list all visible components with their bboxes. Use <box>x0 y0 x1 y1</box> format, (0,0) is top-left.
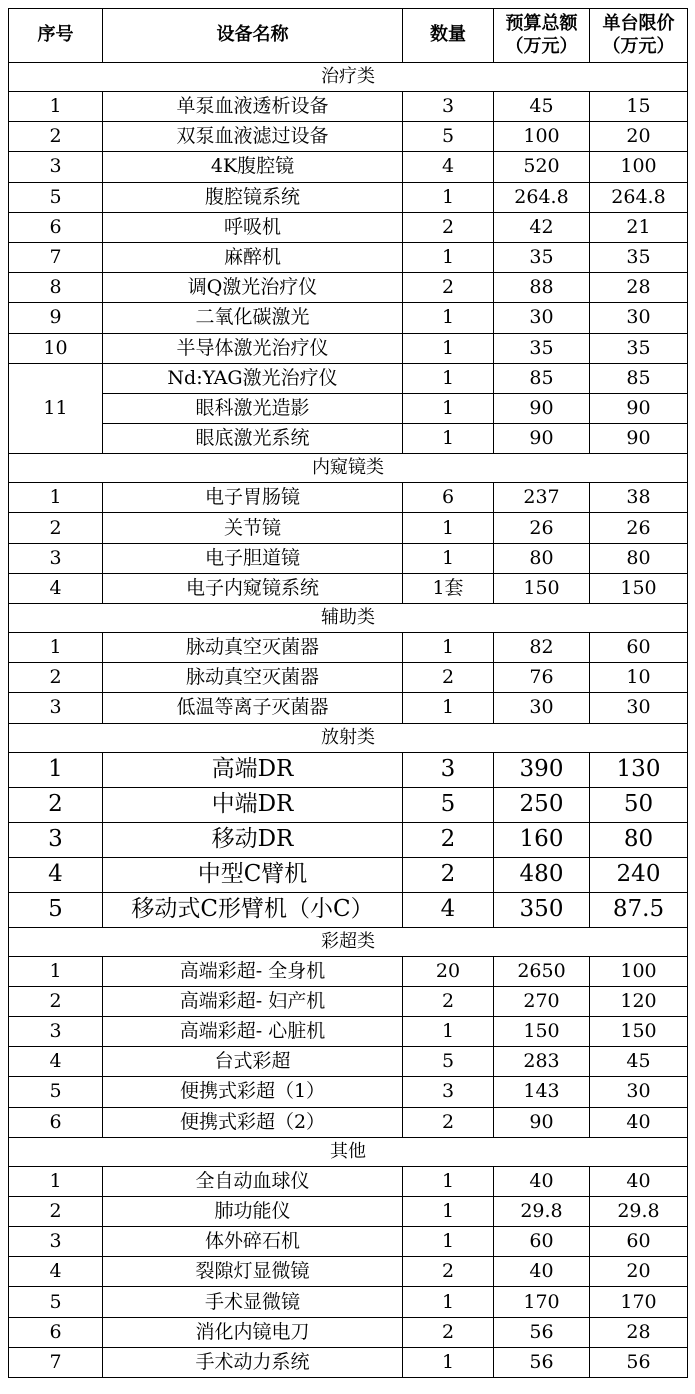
table-body <box>9 63 688 1378</box>
cell-index: 4 <box>9 1257 103 1287</box>
cell-index: 3 <box>9 1227 103 1257</box>
table-row <box>9 212 688 242</box>
table-row <box>9 822 688 857</box>
cell-qty: 1 <box>403 424 494 454</box>
cell-index: 1 <box>9 92 103 122</box>
cell-unit-limit: 40 <box>590 1166 688 1196</box>
cell-qty: 2 <box>403 986 494 1016</box>
cell-budget: 170 <box>494 1287 590 1317</box>
cell-qty: 1 <box>403 1166 494 1196</box>
cell-name: 脉动真空灭菌器 <box>103 663 403 693</box>
cell-name: 眼科激光造影 <box>103 393 403 423</box>
section-header-row <box>9 454 688 483</box>
cell-unit-limit: 30 <box>590 303 688 333</box>
table-row <box>9 1047 688 1077</box>
section-title: 内窥镜类 <box>9 454 688 483</box>
cell-index: 3 <box>9 543 103 573</box>
cell-unit-limit: 38 <box>590 483 688 513</box>
cell-name: 电子内窥镜系统 <box>103 573 403 603</box>
cell-budget: 45 <box>494 92 590 122</box>
table-row <box>9 986 688 1016</box>
cell-index: 5 <box>9 1077 103 1107</box>
cell-index: 4 <box>9 573 103 603</box>
header-index: 序号 <box>9 9 103 63</box>
cell-index: 11 <box>9 363 103 454</box>
header-budget: 预算总额（万元） <box>494 9 590 63</box>
section-header-row <box>9 63 688 92</box>
cell-unit-limit: 100 <box>590 956 688 986</box>
cell-budget: 42 <box>494 212 590 242</box>
cell-name: 半导体激光治疗仪 <box>103 333 403 363</box>
cell-budget: 40 <box>494 1257 590 1287</box>
cell-name: 关节镜 <box>103 513 403 543</box>
cell-unit-limit: 80 <box>590 543 688 573</box>
table-row <box>9 892 688 927</box>
cell-budget: 85 <box>494 363 590 393</box>
cell-qty: 2 <box>403 1107 494 1137</box>
cell-qty: 2 <box>403 1317 494 1347</box>
cell-name: 体外碎石机 <box>103 1227 403 1257</box>
cell-name: 双泵血液滤过设备 <box>103 122 403 152</box>
cell-unit-limit: 30 <box>590 693 688 723</box>
cell-budget: 350 <box>494 892 590 927</box>
cell-budget: 150 <box>494 1016 590 1046</box>
header-qty: 数量 <box>403 9 494 63</box>
cell-index: 2 <box>9 986 103 1016</box>
cell-index: 1 <box>9 956 103 986</box>
cell-name: 单泵血液透析设备 <box>103 92 403 122</box>
table-row <box>9 752 688 787</box>
table-row <box>9 1077 688 1107</box>
cell-name: 麻醉机 <box>103 242 403 272</box>
cell-index: 10 <box>9 333 103 363</box>
cell-budget: 520 <box>494 152 590 182</box>
cell-qty: 4 <box>403 152 494 182</box>
cell-unit-limit: 20 <box>590 1257 688 1287</box>
table-row <box>9 573 688 603</box>
cell-budget: 76 <box>494 663 590 693</box>
cell-unit-limit: 28 <box>590 273 688 303</box>
cell-name: 手术动力系统 <box>103 1347 403 1377</box>
cell-budget: 29.8 <box>494 1196 590 1226</box>
cell-qty: 20 <box>403 956 494 986</box>
cell-index: 2 <box>9 513 103 543</box>
cell-name: 台式彩超 <box>103 1047 403 1077</box>
cell-qty: 1 <box>403 1196 494 1226</box>
cell-unit-limit: 10 <box>590 663 688 693</box>
cell-unit-limit: 264.8 <box>590 182 688 212</box>
cell-unit-limit: 50 <box>590 787 688 822</box>
table-row <box>9 1107 688 1137</box>
cell-name: 高端彩超- 妇产机 <box>103 986 403 1016</box>
section-header-row <box>9 723 688 752</box>
cell-budget: 264.8 <box>494 182 590 212</box>
table-row <box>9 513 688 543</box>
cell-name: 裂隙灯显微镜 <box>103 1257 403 1287</box>
table-row <box>9 363 688 393</box>
cell-index: 1 <box>9 752 103 787</box>
cell-qty: 6 <box>403 483 494 513</box>
cell-index: 1 <box>9 1166 103 1196</box>
cell-qty: 1 <box>403 182 494 212</box>
cell-name: 二氧化碳激光 <box>103 303 403 333</box>
cell-qty: 1 <box>403 1347 494 1377</box>
cell-name: 全自动血球仪 <box>103 1166 403 1196</box>
cell-qty: 2 <box>403 212 494 242</box>
table-row <box>9 303 688 333</box>
cell-budget: 35 <box>494 242 590 272</box>
section-title: 其他 <box>9 1137 688 1166</box>
cell-budget: 35 <box>494 333 590 363</box>
cell-unit-limit: 29.8 <box>590 1196 688 1226</box>
cell-unit-limit: 45 <box>590 1047 688 1077</box>
cell-qty: 1 <box>403 1016 494 1046</box>
cell-index: 6 <box>9 1317 103 1347</box>
table-row <box>9 393 688 423</box>
table-row <box>9 1317 688 1347</box>
cell-qty: 3 <box>403 752 494 787</box>
table-row <box>9 693 688 723</box>
section-title: 治疗类 <box>9 63 688 92</box>
cell-unit-limit: 26 <box>590 513 688 543</box>
cell-qty: 5 <box>403 122 494 152</box>
cell-index: 5 <box>9 1287 103 1317</box>
cell-budget: 390 <box>494 752 590 787</box>
cell-name: 腹腔镜系统 <box>103 182 403 212</box>
table-row <box>9 1227 688 1257</box>
cell-name: 低温等离子灭菌器 <box>103 693 403 723</box>
cell-name: 脉动真空灭菌器 <box>103 633 403 663</box>
table-row <box>9 242 688 272</box>
cell-qty: 1 <box>403 363 494 393</box>
section-title: 彩超类 <box>9 927 688 956</box>
cell-qty: 2 <box>403 273 494 303</box>
table-row <box>9 1196 688 1226</box>
table-row <box>9 543 688 573</box>
cell-budget: 270 <box>494 986 590 1016</box>
cell-index: 2 <box>9 663 103 693</box>
cell-qty: 1 <box>403 333 494 363</box>
cell-index: 2 <box>9 787 103 822</box>
cell-budget: 80 <box>494 543 590 573</box>
cell-unit-limit: 90 <box>590 424 688 454</box>
table-row <box>9 1016 688 1046</box>
cell-unit-limit: 150 <box>590 1016 688 1046</box>
cell-name: 高端DR <box>103 752 403 787</box>
section-title: 辅助类 <box>9 604 688 633</box>
cell-qty: 1 <box>403 1227 494 1257</box>
cell-budget: 160 <box>494 822 590 857</box>
cell-name: 高端彩超- 心脏机 <box>103 1016 403 1046</box>
section-title: 放射类 <box>9 723 688 752</box>
cell-budget: 150 <box>494 573 590 603</box>
cell-name: 高端彩超- 全身机 <box>103 956 403 986</box>
cell-index: 8 <box>9 273 103 303</box>
cell-budget: 30 <box>494 693 590 723</box>
cell-budget: 30 <box>494 303 590 333</box>
cell-unit-limit: 35 <box>590 333 688 363</box>
cell-qty: 1 <box>403 633 494 663</box>
cell-budget: 40 <box>494 1166 590 1196</box>
cell-index: 6 <box>9 212 103 242</box>
cell-name: 消化内镜电刀 <box>103 1317 403 1347</box>
cell-index: 1 <box>9 483 103 513</box>
cell-qty: 1 <box>403 393 494 423</box>
section-header-row <box>9 927 688 956</box>
cell-budget: 480 <box>494 857 590 892</box>
header-name: 设备名称 <box>103 9 403 63</box>
cell-name: Nd:YAG激光治疗仪 <box>103 363 403 393</box>
cell-budget: 88 <box>494 273 590 303</box>
table-row <box>9 1257 688 1287</box>
table-row <box>9 483 688 513</box>
cell-name: 中端DR <box>103 787 403 822</box>
cell-unit-limit: 170 <box>590 1287 688 1317</box>
cell-index: 3 <box>9 822 103 857</box>
table-row <box>9 182 688 212</box>
cell-name: 移动DR <box>103 822 403 857</box>
cell-qty: 3 <box>403 92 494 122</box>
header-unit-limit: 单台限价（万元） <box>590 9 688 63</box>
table-row <box>9 1166 688 1196</box>
cell-budget: 2650 <box>494 956 590 986</box>
cell-budget: 250 <box>494 787 590 822</box>
cell-unit-limit: 85 <box>590 363 688 393</box>
table-row <box>9 122 688 152</box>
cell-qty: 1 <box>403 242 494 272</box>
cell-unit-limit: 80 <box>590 822 688 857</box>
header-row <box>9 9 688 63</box>
cell-qty: 2 <box>403 822 494 857</box>
cell-index: 3 <box>9 693 103 723</box>
equipment-budget-table <box>8 8 688 1378</box>
table-row <box>9 857 688 892</box>
cell-index: 7 <box>9 1347 103 1377</box>
cell-budget: 90 <box>494 424 590 454</box>
table-row <box>9 333 688 363</box>
cell-budget: 90 <box>494 1107 590 1137</box>
cell-name: 电子胆道镜 <box>103 543 403 573</box>
cell-index: 3 <box>9 152 103 182</box>
table-row <box>9 1287 688 1317</box>
cell-qty: 5 <box>403 787 494 822</box>
cell-name: 肺功能仪 <box>103 1196 403 1226</box>
cell-qty: 2 <box>403 1257 494 1287</box>
cell-budget: 60 <box>494 1227 590 1257</box>
table-row <box>9 787 688 822</box>
cell-unit-limit: 90 <box>590 393 688 423</box>
cell-index: 5 <box>9 182 103 212</box>
cell-qty: 4 <box>403 892 494 927</box>
cell-unit-limit: 21 <box>590 212 688 242</box>
cell-qty: 2 <box>403 857 494 892</box>
cell-index: 2 <box>9 1196 103 1226</box>
cell-index: 7 <box>9 242 103 272</box>
cell-index: 4 <box>9 1047 103 1077</box>
table-row <box>9 152 688 182</box>
cell-unit-limit: 60 <box>590 633 688 663</box>
cell-name: 便携式彩超（1） <box>103 1077 403 1107</box>
cell-index: 2 <box>9 122 103 152</box>
cell-name: 电子胃肠镜 <box>103 483 403 513</box>
cell-qty: 2 <box>403 663 494 693</box>
cell-budget: 90 <box>494 393 590 423</box>
cell-name: 移动式C形臂机（小C） <box>103 892 403 927</box>
table-row <box>9 956 688 986</box>
table-row <box>9 424 688 454</box>
cell-qty: 1 <box>403 693 494 723</box>
cell-unit-limit: 20 <box>590 122 688 152</box>
cell-unit-limit: 100 <box>590 152 688 182</box>
cell-qty: 5 <box>403 1047 494 1077</box>
cell-name: 眼底激光系统 <box>103 424 403 454</box>
cell-qty: 1 <box>403 303 494 333</box>
cell-unit-limit: 28 <box>590 1317 688 1347</box>
cell-budget: 82 <box>494 633 590 663</box>
cell-unit-limit: 87.5 <box>590 892 688 927</box>
cell-qty: 1 <box>403 513 494 543</box>
cell-qty: 1 <box>403 1287 494 1317</box>
cell-index: 3 <box>9 1016 103 1046</box>
cell-budget: 237 <box>494 483 590 513</box>
table-row <box>9 633 688 663</box>
cell-unit-limit: 15 <box>590 92 688 122</box>
cell-budget: 56 <box>494 1347 590 1377</box>
cell-budget: 56 <box>494 1317 590 1347</box>
cell-qty: 3 <box>403 1077 494 1107</box>
table-row <box>9 273 688 303</box>
cell-name: 调Q激光治疗仪 <box>103 273 403 303</box>
cell-qty: 1 <box>403 543 494 573</box>
table-row <box>9 1347 688 1377</box>
cell-unit-limit: 130 <box>590 752 688 787</box>
cell-name: 中型C臂机 <box>103 857 403 892</box>
table-row <box>9 663 688 693</box>
cell-name: 手术显微镜 <box>103 1287 403 1317</box>
cell-budget: 100 <box>494 122 590 152</box>
cell-index: 1 <box>9 633 103 663</box>
cell-unit-limit: 35 <box>590 242 688 272</box>
cell-unit-limit: 60 <box>590 1227 688 1257</box>
cell-unit-limit: 30 <box>590 1077 688 1107</box>
cell-budget: 143 <box>494 1077 590 1107</box>
cell-budget: 283 <box>494 1047 590 1077</box>
cell-unit-limit: 150 <box>590 573 688 603</box>
cell-index: 4 <box>9 857 103 892</box>
table-row <box>9 92 688 122</box>
cell-index: 6 <box>9 1107 103 1137</box>
cell-unit-limit: 56 <box>590 1347 688 1377</box>
cell-index: 5 <box>9 892 103 927</box>
section-header-row <box>9 1137 688 1166</box>
cell-qty: 1套 <box>403 573 494 603</box>
cell-index: 9 <box>9 303 103 333</box>
cell-name: 呼吸机 <box>103 212 403 242</box>
cell-unit-limit: 40 <box>590 1107 688 1137</box>
cell-name: 便携式彩超（2） <box>103 1107 403 1137</box>
section-header-row <box>9 604 688 633</box>
cell-unit-limit: 120 <box>590 986 688 1016</box>
cell-budget: 26 <box>494 513 590 543</box>
cell-unit-limit: 240 <box>590 857 688 892</box>
cell-name: 4K腹腔镜 <box>103 152 403 182</box>
